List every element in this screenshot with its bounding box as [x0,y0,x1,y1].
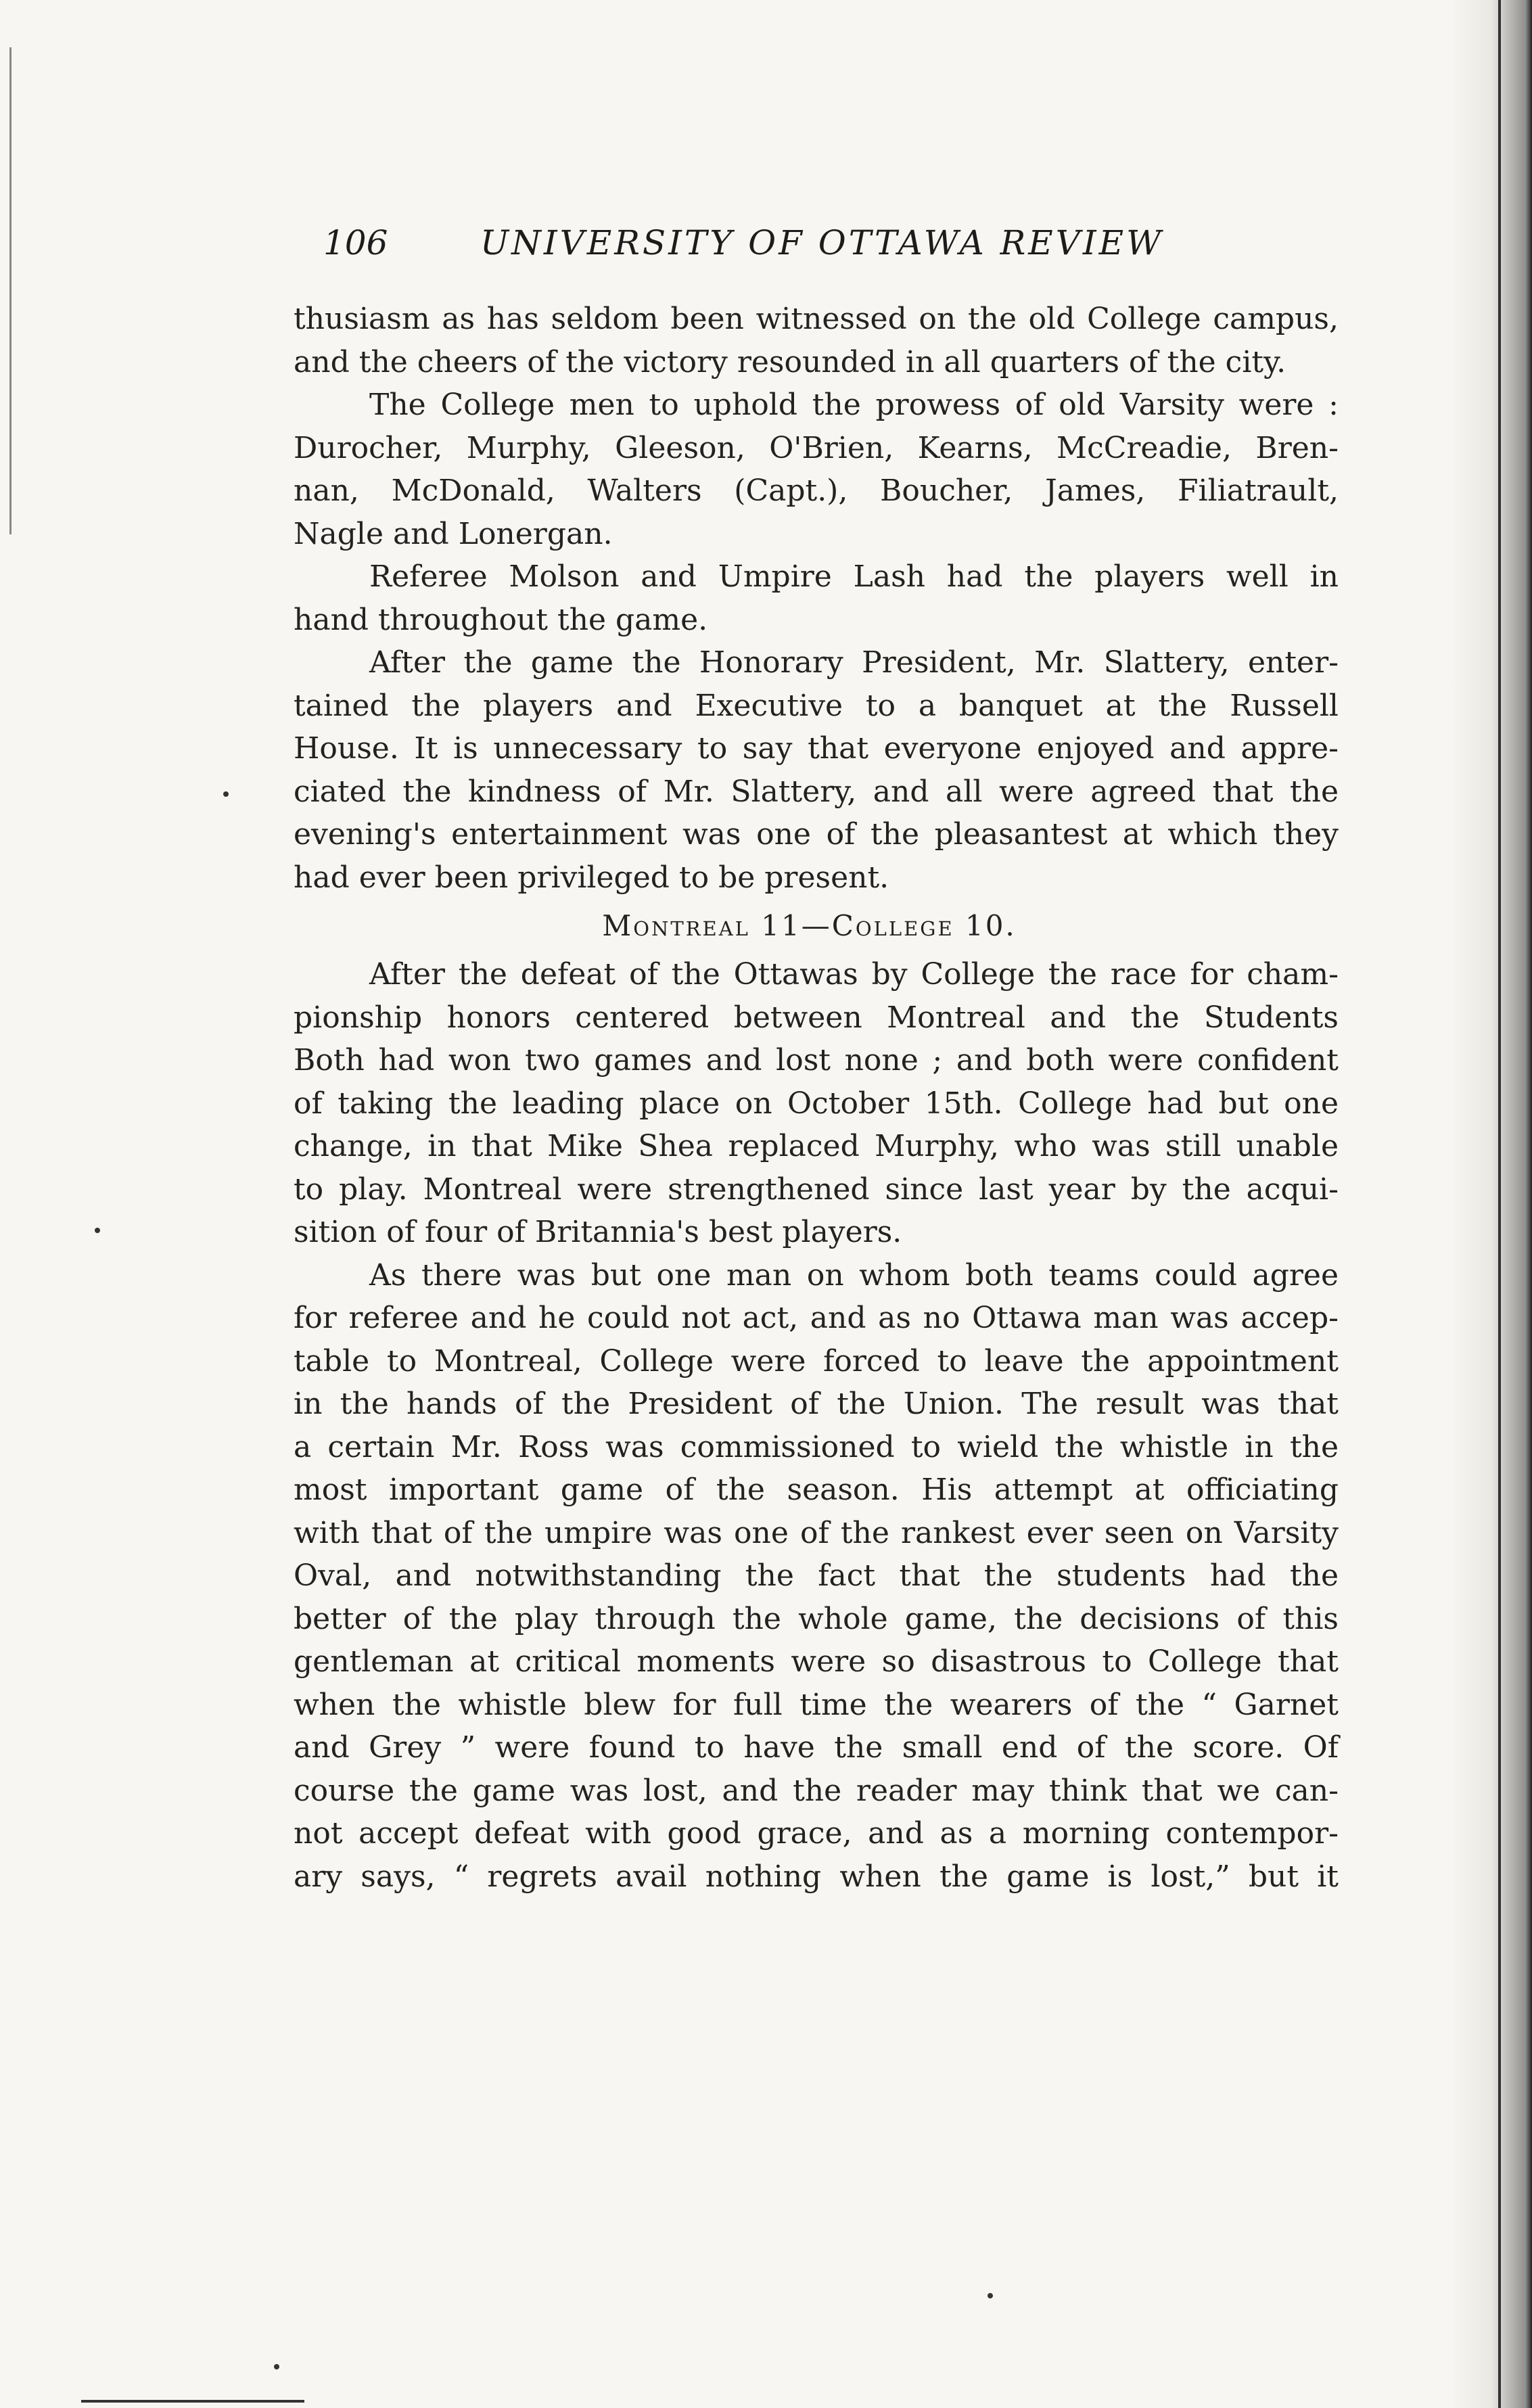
page-header [323,223,1351,277]
ink-speck [95,1228,100,1233]
section-heading: Montreal 11—College 10. [602,909,1017,942]
page-edge-shadow [1451,0,1532,2408]
binding-edge-line [1498,0,1501,2408]
text-line: Nagle and Lonergan. [294,516,613,551]
bottom-margin-rule [81,2400,304,2403]
left-margin-mark [9,47,11,534]
text-line: Both had won two games and lost none ; and both were confident [294,1043,1339,1078]
text-line: pionship honors centered between Montreal and the Students [294,1000,1339,1035]
ink-speck [223,791,229,797]
text-line: ary says, “ regrets avail nothing when the game is lost,” but it [294,1859,1339,1894]
text-line: change, in that Mike Shea replaced Murphy, who was still unable [294,1129,1339,1163]
text-line: when the whistle blew for full time the wearers of the “ Garnet [294,1687,1339,1722]
text-line: table to Montreal, College were forced to leave the appointment [294,1343,1339,1379]
text-line: not accept defeat with good grace, and as a morning contempor- [294,1816,1339,1851]
ink-speck [988,2293,993,2298]
text-line: thusiasm as has seldom been witnessed on the old College campus, [294,302,1339,336]
text-line: a certain Mr. Ross was commissioned to wield the whistle in the [294,1429,1339,1464]
text-line: Referee Molson and Umpire Lash had the players well in [369,559,1339,594]
text-line: Oval, and notwithstanding the fact that the students had the [294,1558,1339,1593]
text-line: for referee and he could not act, and as no Ottawa man was accep- [294,1301,1339,1335]
text-line: had ever been privileged to be present. [294,860,889,895]
ink-speck [274,2364,279,2369]
text-line: House. It is unnecessary to say that everyone enjoyed and appre- [294,731,1339,766]
text-line: nan, McDonald, Walters (Capt.), Boucher, James, Filiatrault, [294,473,1339,508]
text-line: of taking the leading place on October 15th. College had but one [294,1086,1339,1121]
running-title: UNIVERSITY OF OTTAWA REVIEW [480,223,1164,262]
text-line: better of the play through the whole game, the decisions of this [294,1601,1339,1636]
text-line: course the game was lost, and the reader may think that we can- [294,1773,1339,1808]
text-line: and the cheers of the victory resounded in all quarters of the city. [294,344,1286,379]
text-line: hand throughout the game. [294,602,708,637]
text-line: The College men to uphold the prowess of old Varsity were : [369,388,1339,422]
text-line: ciated the kindness of Mr. Slattery, and all were agreed that the [294,774,1339,809]
text-line: and Grey ” were found to have the small end of the score. Of [294,1730,1339,1765]
text-line: Durocher, Murphy, Gleeson, O'Brien, Kearns, McCreadie, Bren- [294,430,1339,465]
page-number: 106 [323,223,388,262]
text-line: As there was but one man on whom both teams could agree [369,1257,1339,1293]
body-text [294,298,1339,1898]
text-line: After the defeat of the Ottawas by College the race for cham- [369,957,1339,992]
text-line: most important game of the season. His attempt at officiating [294,1473,1339,1507]
text-line: After the game the Honorary President, Mr. Slattery, enter- [369,645,1339,680]
text-line: in the hands of the President of the Union. The result was that [294,1387,1339,1421]
text-line: evening's entertainment was one of the pleasantest at which they [294,817,1339,852]
text-line: with that of the umpire was one of the rankest ever seen on Varsity [294,1515,1339,1550]
text-line: tained the players and Executive to a banquet at the Russell [294,688,1339,723]
text-line: gentleman at critical moments were so disastrous to College that [294,1644,1339,1679]
text-line: sition of four of Britannia's best players. [294,1215,902,1249]
text-line: to play. Montreal were strengthened since last year by the acqui- [294,1172,1339,1207]
